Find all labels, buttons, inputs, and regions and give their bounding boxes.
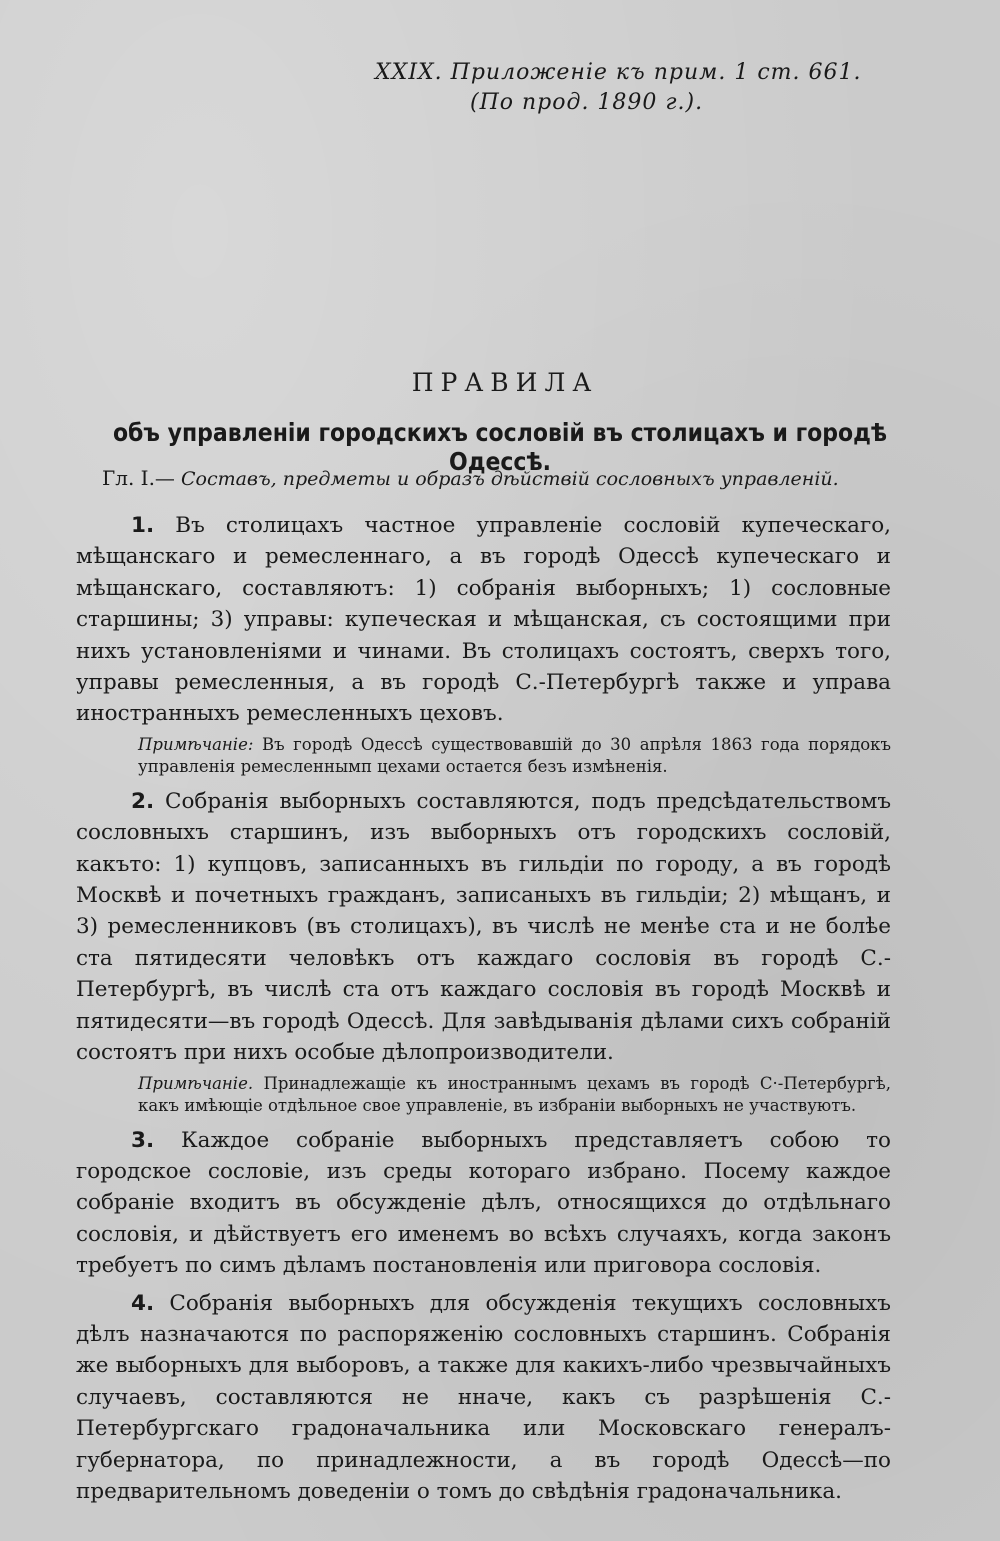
appendix-reference: XXIX. Приложенiе къ прим. 1 ст. 661. — [375, 60, 862, 85]
document-title: ПРАВИЛА — [411, 368, 599, 397]
article-number: 4. — [131, 1290, 155, 1316]
chapter-number: Гл. I.— — [102, 466, 175, 490]
chapter-heading — [102, 466, 940, 490]
article-2-note — [138, 1073, 891, 1117]
article-4 — [76, 1288, 891, 1508]
article-text: Собранiя выборныхъ составляются, подъ предсѣдательствомъ сословныхъ старшинъ, изъ выборныхъ отъ городскихъ сословiй, какъто: 1) купцовъ, записанныхъ въ гильдiи по городу, а въ городѣ Москвѣ и почетныхъ гражданъ, записаныхъ въ гильдiи; 2) мѣщанъ, и 3) ремесленниковъ (въ столицахъ), въ числѣ не менѣе ста и не болѣе ста пятидесяти человѣкъ отъ каждаго сословiя въ городѣ С.-Петербургѣ, въ числѣ ста отъ каждаго сословiя въ городѣ Москвѣ и пятидесяти—въ городѣ Одессѣ. Для завѣдыванiя дѣлами сихъ собранiй состоятъ при нихъ особые дѣлопроизводители. — [76, 788, 891, 1066]
edition-reference: (По прод. 1890 г.). — [470, 90, 704, 115]
article-number: 1. — [131, 513, 155, 538]
article-text: Каждое собранiе выборныхъ представляетъ собою то городское сословiе, изъ среды котораго избрано. Посему каждое собранiе входитъ въ обсужденiе дѣлъ, относящихся до отдѣльнаго сословiя, и дѣйствуетъ его именемъ во всѣхъ случаяхъ, когда законъ требуетъ по симъ дѣламъ постановленiя или приговора сословiя. — [76, 1127, 891, 1279]
article-2 — [76, 786, 891, 1069]
note-text: Въ городѣ Одессѣ существовавшiй до 30 апрѣля 1863 года порядокъ управленiя ремесленнымп цехами остается безъ измѣненiя. — [138, 734, 891, 776]
document-subtitle: объ управленiи городскихъ сословiй въ столицахъ и городѣ Одессѣ. — [112, 418, 888, 476]
document-body — [76, 510, 891, 1507]
note-label: Примѣчанiе. — [138, 1073, 254, 1093]
article-1-note — [138, 734, 891, 778]
article-3 — [76, 1125, 891, 1282]
article-number: 3. — [131, 1127, 155, 1153]
note-text: Принадлежащiе къ иностраннымъ цехамъ въ городѣ С·-Петербургѣ, какъ имѣющiе отдѣльное свое управленiе, въ избранiи выборныхъ не участвуютъ. — [138, 1073, 891, 1115]
note-label: Примѣчанiе: — [138, 734, 254, 754]
article-text: Въ столицахъ частное управленiе сословiй купеческаго, мѣщанскаго и ремесленнаго, а въ городѣ Одессѣ купеческаго и мѣщанскаго, составляютъ: 1) собранiя выборныхъ; 1) сословные старшины; 3) управы: купеческая и мѣщанская, съ состоящими при нихъ установленiями и чинами. Въ столицахъ состоятъ, сверхъ того, управы ремесленныя, а въ городѣ С.-Петербургѣ также и управа иностранныхъ ремесленныхъ цеховъ. — [76, 513, 892, 727]
article-1 — [76, 510, 891, 730]
article-text: Собранiя выборныхъ для обсужденiя текущихъ сословныхъ дѣлъ назначаются по распоряженiю сословныхъ старшинъ. Собранiя же выборныхъ для выборовъ, а также для какихъ-либо чрезвычайныхъ случаевъ, составляются не нначе, какъ съ разрѣшенiя С.-Петербургскаго градоначальника или Московскаго генералъ-губернатора, по принадлежности, а въ городѣ Одессѣ—по предварительномъ доведенiи о томъ до свѣдѣнiя градоначальника. — [76, 1290, 891, 1504]
chapter-title: Составъ, предметы и образъ дѣйствiй сословныхъ управленiй. — [180, 468, 839, 490]
article-number: 2. — [131, 788, 155, 814]
